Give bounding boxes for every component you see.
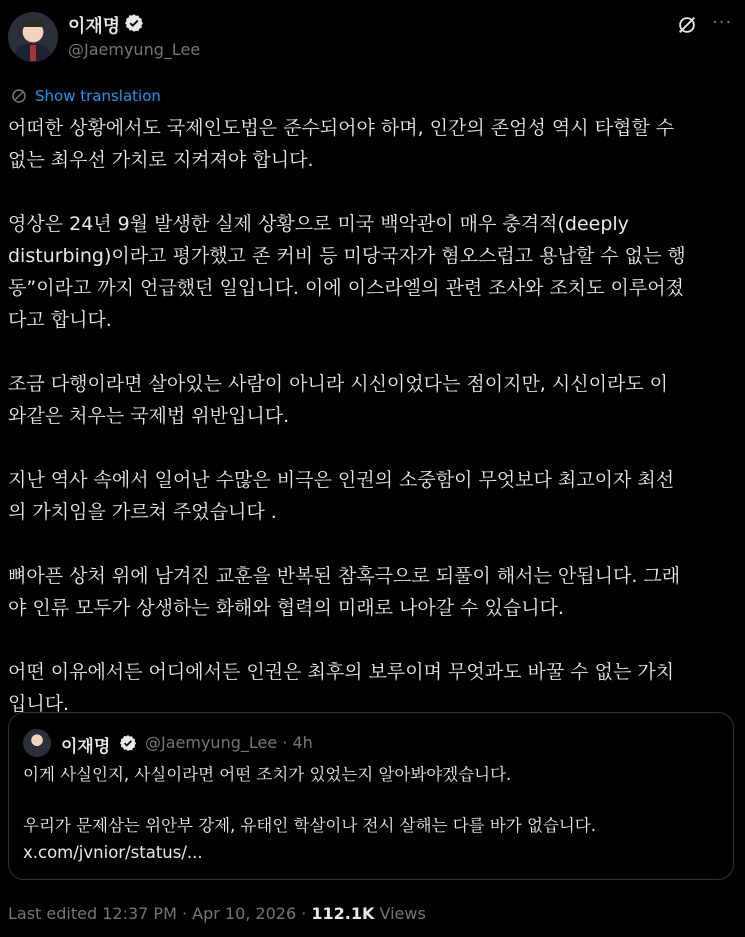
tweet-paragraph: 어떤 이유에서든 어디에서든 인권은 최후의 보루이며 무엇과도 바꿀 수 없는 가치 입니다. (8, 661, 675, 715)
tweet-paragraph: 조금 다행이라면 살아있는 사람이 아니라 시신이었다는 점이지만, 시신이라도 이 와같은 처우는 국제법 위반입니다. (8, 373, 669, 427)
show-translation-link[interactable]: Show translation (35, 87, 161, 105)
tweet-paragraph: 뼈아픈 상처 위에 남겨진 교훈을 반복된 참혹극으로 되풀이 해서는 안됩니다. 그래 야 인류 모두가 상생하는 화해와 협력의 미래로 나아갈 수 있습니다. (8, 565, 681, 619)
translate-icon (10, 87, 28, 105)
views-count: 112.1K (311, 904, 375, 923)
more-icon[interactable]: ··· (712, 12, 733, 33)
tweet-meta (8, 904, 426, 923)
quoted-text (23, 761, 713, 866)
verified-badge-icon (119, 734, 137, 752)
author-handle[interactable]: @Jaemyung_Lee (68, 40, 201, 59)
quoted-tweet-card[interactable] (8, 712, 734, 880)
grok-icon[interactable] (676, 14, 698, 36)
views-label: Views (374, 904, 426, 923)
author-display-name[interactable]: 이재명 (68, 16, 121, 37)
tweet-body (8, 112, 738, 720)
quoted-text-line: 이게 사실인지, 사실이라면 어떤 조치가 있었는지 알아봐야겠습니다. (23, 765, 512, 784)
quoted-avatar[interactable] (23, 729, 51, 757)
avatar-tie (30, 45, 36, 61)
edited-timestamp[interactable]: Last edited 12:37 PM · Apr 10, 2026 · (8, 904, 312, 923)
quoted-display-name[interactable]: 이재명 (61, 737, 111, 757)
verified-badge-icon (124, 13, 144, 33)
tweet-paragraph: 지난 역사 속에서 일어난 수많은 비극은 인권의 소중함이 무엇보다 최고이자 최선 의 가치임을 가르쳐 주었습니다 . (8, 469, 675, 523)
quoted-link[interactable]: x.com/jvnior/status/... (23, 843, 203, 862)
avatar-hair (22, 18, 44, 27)
tweet-paragraph: 어떠한 상황에서도 국제인도법은 준수되어야 하며, 인간의 존엄성 역시 타협할 수 없는 최우선 가치로 지켜져야 합니다. (8, 117, 675, 171)
tweet-header (0, 0, 745, 78)
quoted-handle-time: @Jaemyung_Lee · 4h (145, 733, 313, 752)
avatar[interactable] (8, 12, 58, 62)
quoted-text-line: 우리가 문제삼는 위안부 강제, 유태인 학살이나 전시 살해는 다를 바가 없습니다. (23, 816, 596, 835)
quoted-text-gap (23, 788, 713, 812)
tweet-paragraph: 영상은 24년 9월 발생한 실제 상황으로 미국 백악관이 매우 충격적(deeply disturbing)이라고 평가했고 존 커비 등 미당국자가 혐오스럽고 용납할 수 없는 행 동”이라고 까지 언급했던 일입니다. 이에 이스라엘의 관련 조사와 조치도 이루어졌 다고 합니다. (8, 213, 686, 331)
